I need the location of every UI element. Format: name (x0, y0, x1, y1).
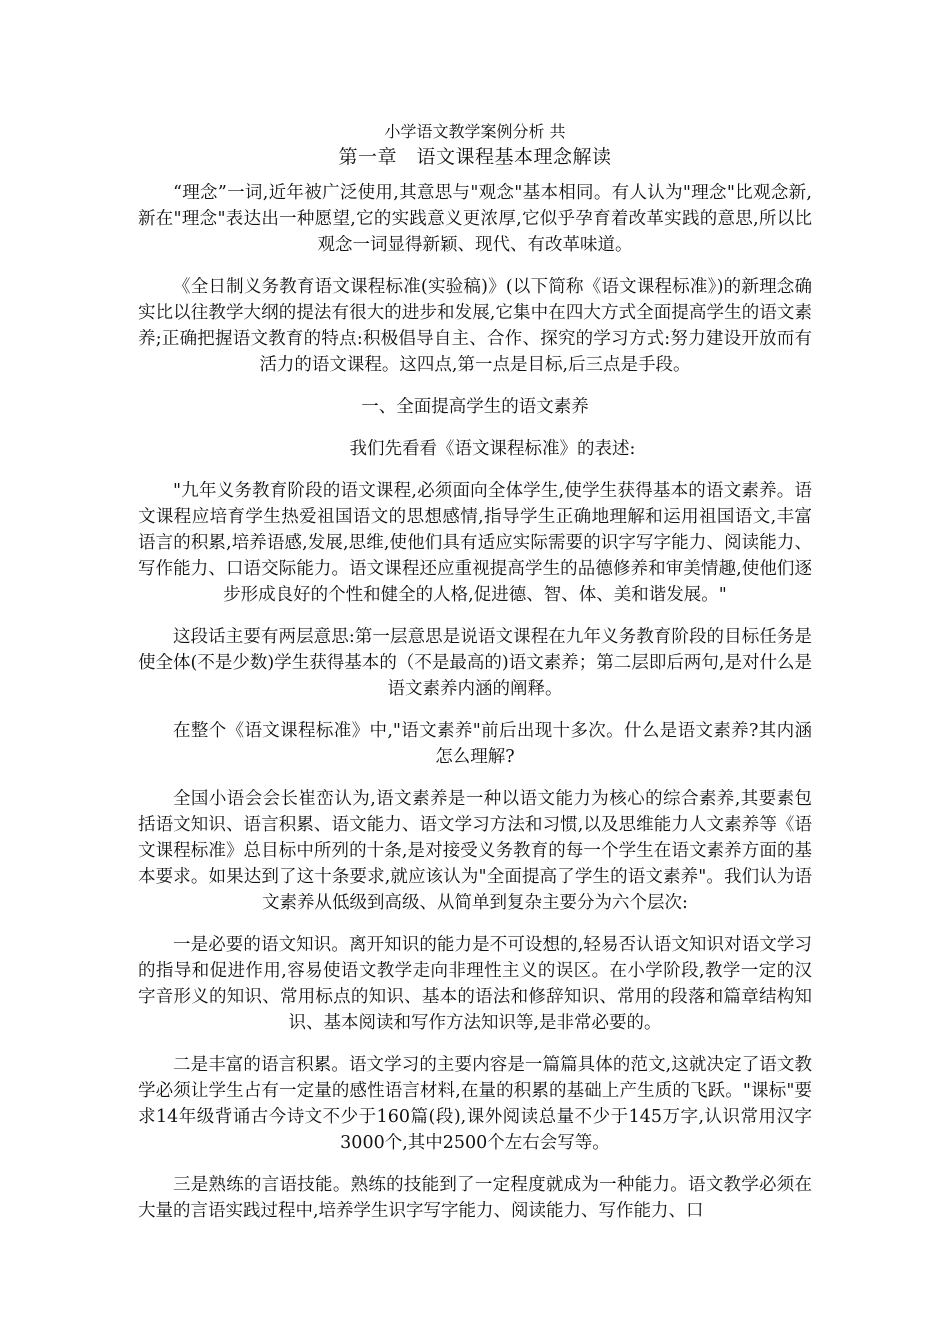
paragraph-literacy-question: 在整个《语文课程标准》中,"语文素养"前后出现十多次。什么是语文素养?其内涵怎么理解? (173, 721, 812, 767)
paragraph-level-one: 一是必要的语文知识。离开知识的能力是不可设想的,轻易否认语文知识对语文学习的指导和促进作用,容易使语文教学走向非理性主义的误区。在小学阶段,教学一定的汉字音形义的知识、常用标点的知识、基本的语法和修辞知识、常用的段落和篇章结构知识、基本阅读和写作方法知识等,是非常必要的。 (138, 935, 812, 1033)
paragraph-literacy-definition: 全国小语会会长崔峦认为,语文素养是一种以语文能力为核心的综合素养,其要素包括语文知识、语言积累、语文能力、语文学习方法和习惯,以及思维能力人文素养等《语文课程标准》总目标中所列的十条,是对接受义务教育的每一个学生在语文素养方面的基本要求。如果达到了这十条要求,就应该认为"全面提高了学生的语文素养"。我们认为语文素养从低级到高级、从简单到复杂主要分为六个层次: (138, 789, 812, 913)
paragraph-level-two: 二是丰富的语言积累。语文学习的主要内容是一篇篇具体的范文,这就决定了语文教学必须让学生占有一定量的感性语言材料,在量的积累的基础上产生质的飞跃。"课标"要求14年级背诵古今诗文不少于160篇(段),课外阅读总量不少于145万字,认识常用汉字3000个,其中2500个左右会写等。 (138, 1055, 812, 1153)
paragraph-standard-quote: "九年义务教育阶段的语文课程,必须面向全体学生,使学生获得基本的语文素养。语文课程应培育学生热爱祖国语文的思想感情,指导学生正确地理解和运用祖国语文,丰富语言的积累,培养语感,发展,思维,使他们具有适应实际需要的识字写字能力、阅读能力、写作能力、口语交际能力。语文课程还应重视提高学生的品德修养和审美情趣,使他们逐步形成良好的个性和健全的人格,促进德、智、体、美和谐发展。" (138, 481, 812, 605)
paragraph-level-three: 三是熟练的言语技能。熟练的技能到了一定程度就成为一种能力。语文教学必须在大量的言语实践过程中,培养学生识字写字能力、阅读能力、写作能力、口 (138, 1175, 812, 1221)
document-title: 小学语文教学案例分析 共 (384, 122, 566, 141)
section-title: 一、全面提高学生的语文素养 (361, 397, 589, 417)
paragraph-concept-definition: “理念”一词,近年被广泛使用,其意思与"观念"基本相同。有人认为"理念"比观念新,新在"理念"表达出一种愿望,它的实践意义更浓厚,它似乎孕育着改革实践的意思,所以比观念一词显得新颖、现代、有改革味道。 (138, 183, 812, 255)
document-page (138, 122, 812, 1240)
paragraph-curriculum-standard-intro: 《全日制义务教育语文课程标准(实验稿)》(以下简称《语文课程标准》)的新理念确实比以往教学大纲的提法有很大的进步和发展,它集中在四大方式全面提高学生的语文素养;正确把握语文教育的特点:积极倡导自主、合作、探究的学习方式:努力建设开放而有活力的语文课程。这四点,第一点是目标,后三点是手段。 (138, 277, 812, 375)
chapter-title: 第一章 语文课程基本理念解读 (338, 146, 612, 168)
paragraph-standard-lead-in: 我们先看看《语文课程标准》的表述: (349, 439, 636, 459)
paragraph-two-meanings: 这段话主要有两层意思:第一层意思是说语文课程在九年义务教育阶段的目标任务是使全体(不是少数)学生获得基本的（不是最高的)语文素养；第二层即后两句,是对什么是语文素养内涵的阐释。 (138, 627, 812, 699)
